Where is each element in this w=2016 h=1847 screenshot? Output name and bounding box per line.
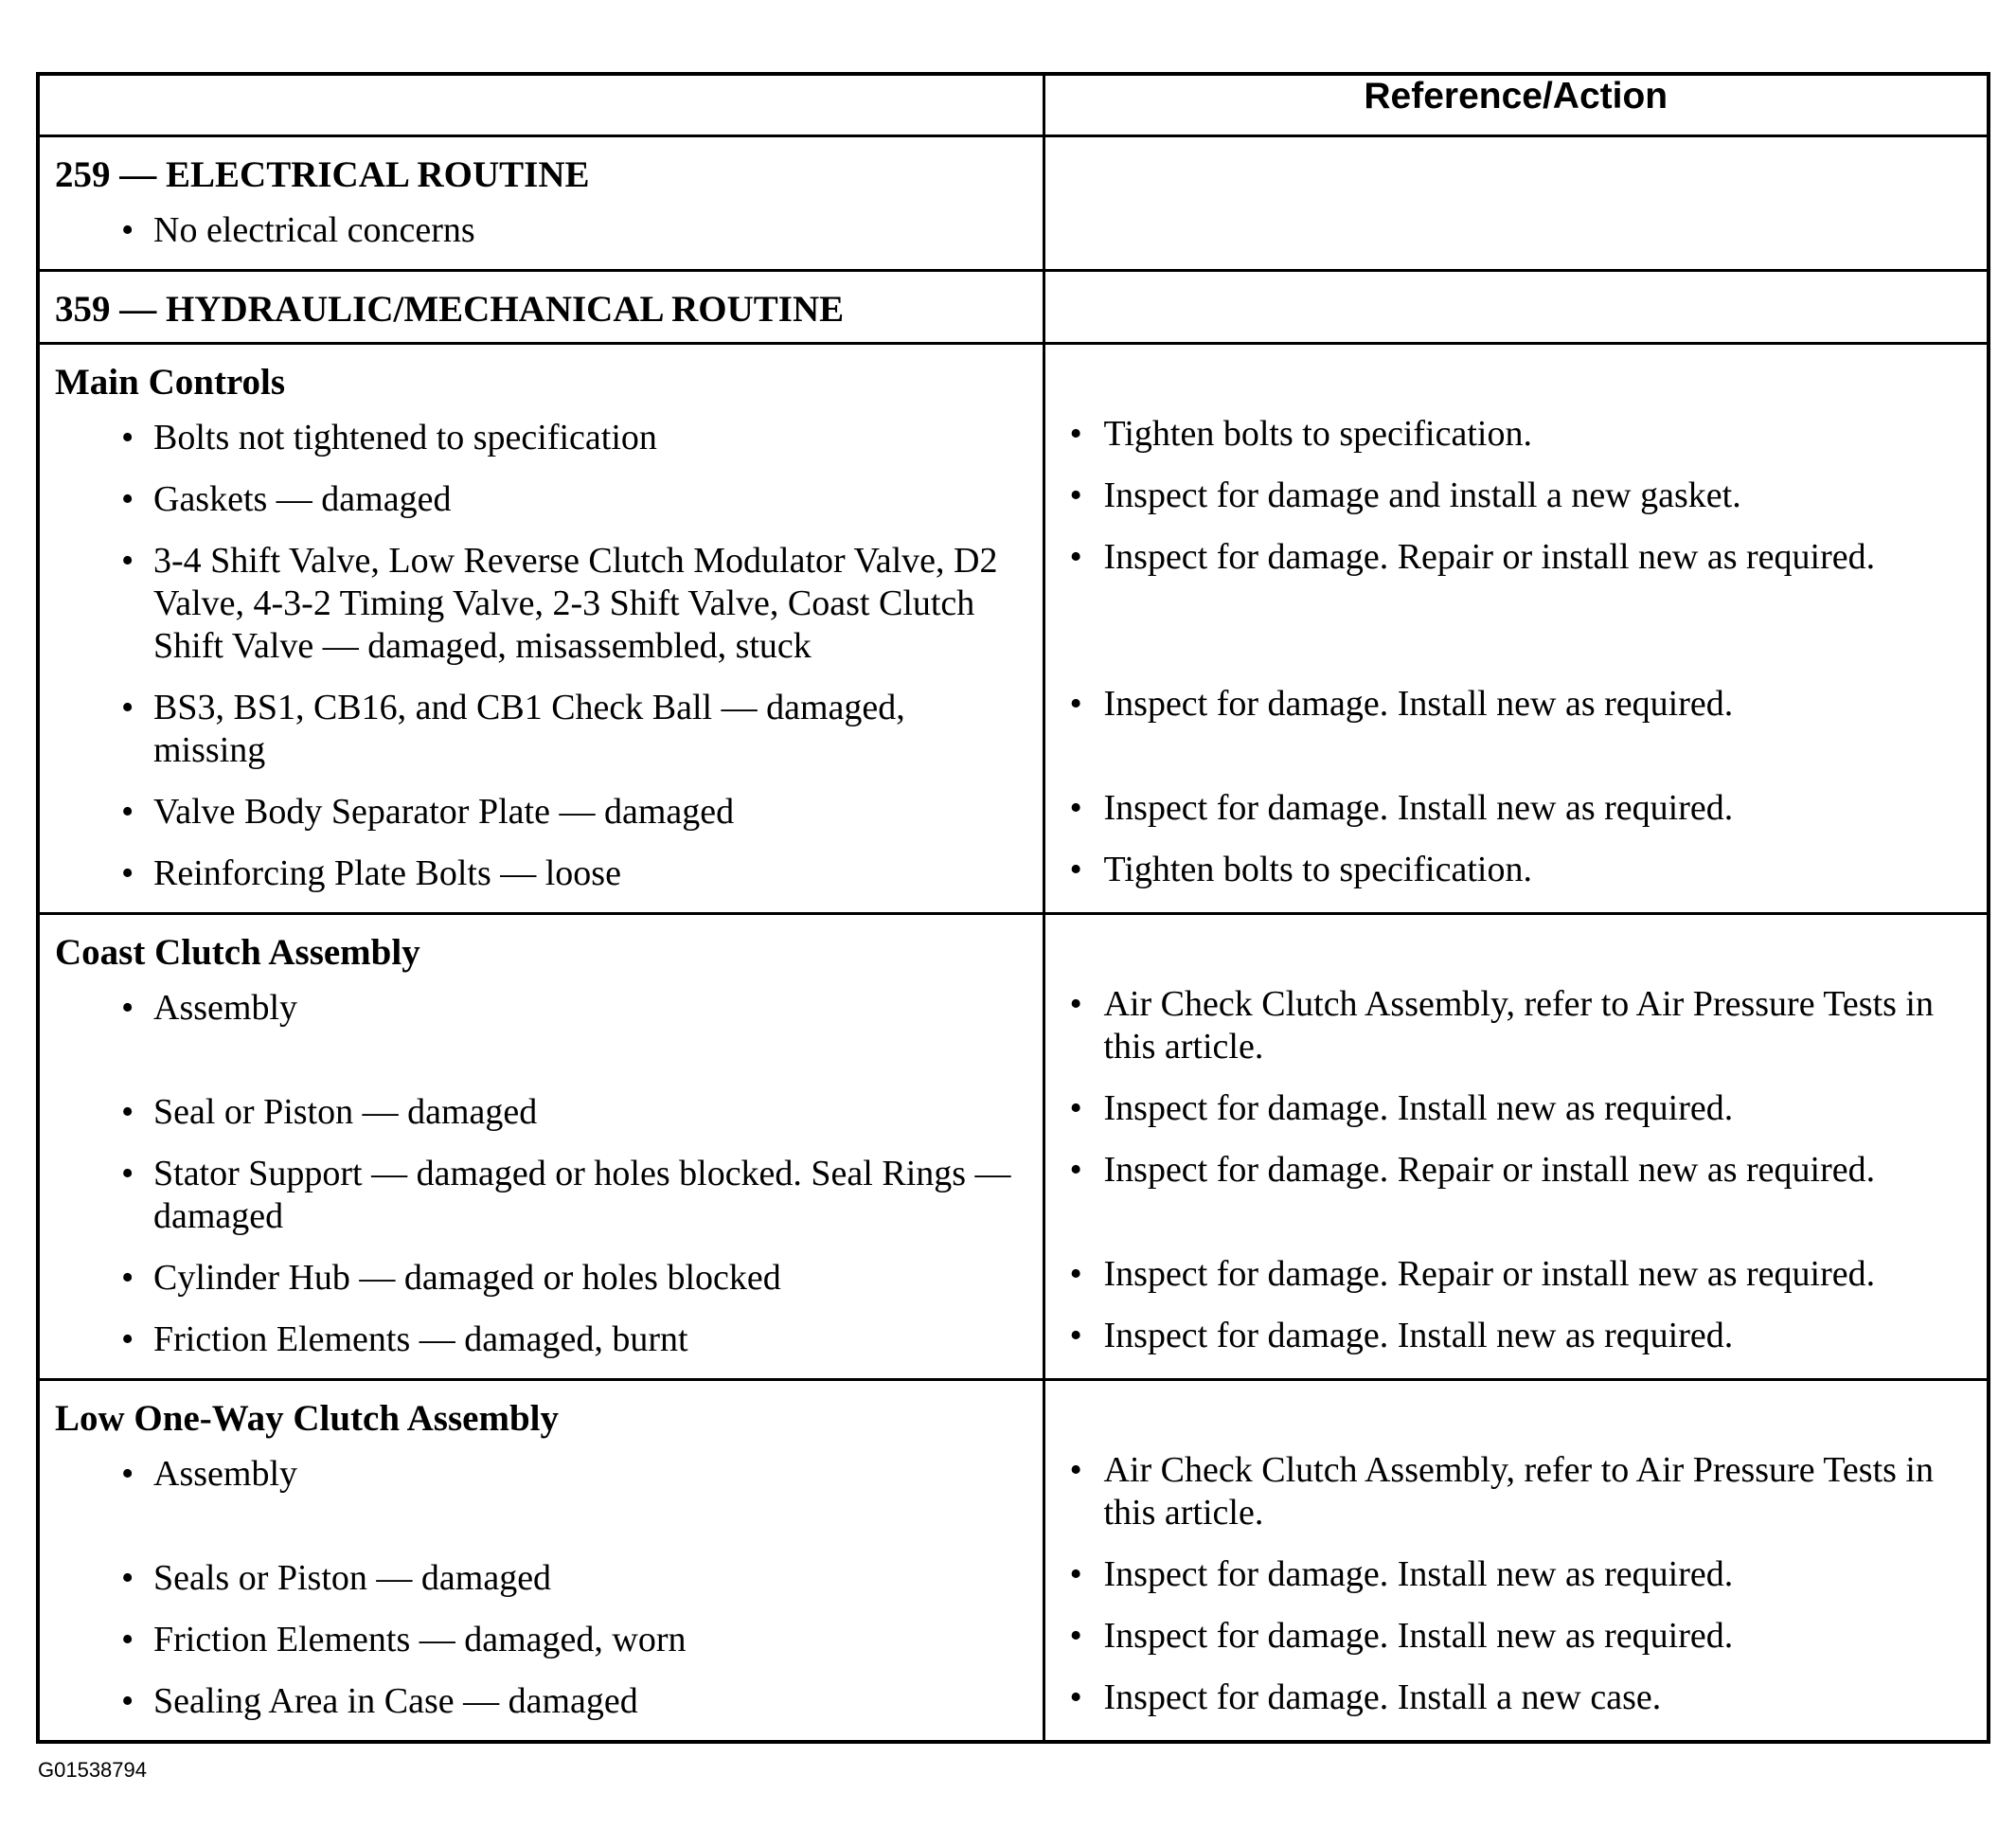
- bullet-icon: •: [121, 1319, 134, 1359]
- condition-text: Friction Elements — damaged, worn: [153, 1620, 687, 1659]
- action-text: Inspect for damage. Repair or install new as required.: [1103, 1254, 1876, 1294]
- table-section-row: [38, 914, 1989, 1380]
- action-text: Inspect for damage. Repair or install new as required.: [1103, 537, 1876, 577]
- section-condition-cell: [38, 1380, 1044, 1743]
- condition-text: No electrical concerns: [153, 210, 475, 250]
- bullet-icon: •: [1069, 788, 1082, 828]
- bullet-icon: •: [121, 1092, 134, 1132]
- action-text: Inspect for damage. Install new as required.: [1103, 1316, 1734, 1355]
- bullet-icon: •: [121, 1154, 134, 1193]
- condition-text: Sealing Area in Case — damaged: [153, 1681, 638, 1721]
- condition-text: BS3, BS1, CB16, and CB1 Check Ball — damaged, missing: [153, 688, 905, 770]
- action-item: [1045, 1139, 1988, 1244]
- action-item: [1045, 465, 1988, 527]
- condition-item: [40, 1082, 1043, 1143]
- condition-text: Seals or Piston — damaged: [153, 1558, 552, 1598]
- condition-text: 3-4 Shift Valve, Low Reverse Clutch Modulator Valve, D2 Valve, 4-3-2 Timing Valve, 2-3 Shift Valve, Coast Clutch Shift Valve — damaged, misassembled, stuck: [153, 541, 998, 666]
- action-text: Tighten bolts to specification.: [1103, 414, 1532, 454]
- condition-text: Valve Body Separator Plate — damaged: [153, 792, 735, 832]
- condition-item: [40, 469, 1043, 530]
- condition-item: [40, 200, 1043, 261]
- bullet-icon: •: [1069, 1450, 1082, 1490]
- condition-item: [40, 1247, 1043, 1309]
- condition-text: Assembly: [153, 988, 297, 1028]
- action-item: [1045, 1544, 1988, 1605]
- condition-text: Gaskets — damaged: [153, 479, 452, 519]
- section-condition-cell: [38, 136, 1044, 271]
- bullet-icon: •: [1069, 1677, 1082, 1717]
- action-text: Inspect for damage. Install new as required.: [1103, 684, 1734, 724]
- bullet-icon: •: [1069, 414, 1082, 454]
- table-section-row: [38, 271, 1989, 344]
- action-item: [1045, 403, 1988, 465]
- bullet-icon: •: [121, 1681, 134, 1721]
- action-item: [1045, 778, 1988, 839]
- condition-item: [40, 781, 1043, 843]
- bullet-icon: •: [1069, 684, 1082, 724]
- bullet-icon: •: [121, 988, 134, 1028]
- action-item: [1045, 1244, 1988, 1305]
- bullet-icon: •: [121, 479, 134, 519]
- condition-item: [40, 977, 1043, 1082]
- condition-text: Assembly: [153, 1454, 297, 1494]
- condition-item: [40, 1309, 1043, 1371]
- bullet-icon: •: [121, 688, 134, 727]
- action-text: Air Check Clutch Assembly, refer to Air Pressure Tests in this article.: [1103, 984, 1934, 1067]
- action-text: Inspect for damage. Install new as required.: [1103, 788, 1734, 828]
- section-condition-cell: [38, 271, 1044, 344]
- condition-text: Cylinder Hub — damaged or holes blocked: [153, 1258, 781, 1298]
- bullet-icon: •: [121, 418, 134, 457]
- condition-text: Bolts not tightened to specification: [153, 418, 657, 457]
- condition-item: [40, 1671, 1043, 1732]
- section-action-cell: [1044, 914, 1989, 1380]
- condition-item: [40, 1548, 1043, 1609]
- condition-item: [40, 1609, 1043, 1671]
- section-action-cell: [1044, 344, 1989, 914]
- figure-id: G01538794: [38, 1758, 147, 1782]
- bullet-icon: •: [1069, 1316, 1082, 1355]
- condition-item: [40, 530, 1043, 677]
- section-action-cell: [1044, 271, 1989, 344]
- bullet-icon: •: [121, 792, 134, 832]
- action-text: Inspect for damage. Install new as required.: [1103, 1088, 1734, 1128]
- table-section-row: [38, 136, 1989, 271]
- condition-item: [40, 677, 1043, 781]
- condition-text: Stator Support — damaged or holes blocked. Seal Rings — damaged: [153, 1154, 1011, 1236]
- action-item: [1045, 1667, 1988, 1729]
- bullet-icon: •: [1069, 475, 1082, 515]
- bullet-icon: •: [1069, 1254, 1082, 1294]
- bullet-icon: •: [121, 1454, 134, 1494]
- bullet-icon: •: [1069, 1088, 1082, 1128]
- bullet-icon: •: [121, 853, 134, 893]
- condition-text: Seal or Piston — damaged: [153, 1092, 538, 1132]
- condition-item: [40, 407, 1043, 469]
- action-text: Inspect for damage. Install new as required.: [1103, 1616, 1734, 1656]
- action-item: [1045, 839, 1988, 901]
- section-title: 259 — ELECTRICAL ROUTINE: [55, 154, 590, 195]
- table-body: [38, 136, 1989, 1743]
- condition-item: [40, 1444, 1043, 1548]
- section-title: 359 — HYDRAULIC/MECHANICAL ROUTINE: [55, 289, 845, 330]
- condition-text: Friction Elements — damaged, burnt: [153, 1319, 688, 1359]
- table-section-row: [38, 344, 1989, 914]
- bullet-icon: •: [1069, 984, 1082, 1024]
- diagnosis-table: [36, 72, 1990, 1744]
- action-text: Inspect for damage. Install new as required.: [1103, 1554, 1734, 1594]
- action-text: Inspect for damage. Install a new case.: [1103, 1677, 1662, 1717]
- action-text: Tighten bolts to specification.: [1103, 850, 1532, 889]
- section-action-cell: [1044, 136, 1989, 271]
- table-section-row: [38, 1380, 1989, 1743]
- condition-item: [40, 843, 1043, 905]
- bullet-icon: •: [1069, 1554, 1082, 1594]
- action-text: Inspect for damage. Repair or install new as required.: [1103, 1150, 1876, 1190]
- action-item: [1045, 196, 1988, 258]
- bullet-icon: •: [121, 1258, 134, 1298]
- section-title: Main Controls: [55, 362, 286, 403]
- header-reference-action: Reference/Action: [1044, 74, 1989, 136]
- condition-item: [40, 1143, 1043, 1247]
- section-condition-cell: [38, 914, 1044, 1380]
- bullet-icon: •: [1069, 1150, 1082, 1190]
- action-text: Air Check Clutch Assembly, refer to Air Pressure Tests in this article.: [1103, 1450, 1934, 1533]
- bullet-icon: •: [1069, 537, 1082, 577]
- bullet-icon: •: [121, 210, 134, 250]
- action-item: [1045, 974, 1988, 1078]
- bullet-icon: •: [121, 1558, 134, 1598]
- condition-text: Reinforcing Plate Bolts — loose: [153, 853, 621, 893]
- section-action-cell: [1044, 1380, 1989, 1743]
- action-item: [1045, 1305, 1988, 1367]
- header-condition: [38, 74, 1044, 136]
- action-item: [1045, 1078, 1988, 1139]
- action-item: [1045, 1605, 1988, 1667]
- bullet-icon: •: [1069, 850, 1082, 889]
- table-header-row: [38, 74, 1989, 136]
- bullet-icon: •: [121, 1620, 134, 1659]
- action-item: [1045, 527, 1988, 673]
- bullet-icon: •: [121, 541, 134, 581]
- section-title: Low One-Way Clutch Assembly: [55, 1398, 559, 1439]
- action-item: [1045, 673, 1988, 778]
- section-title: Coast Clutch Assembly: [55, 932, 420, 973]
- section-condition-cell: [38, 344, 1044, 914]
- bullet-icon: •: [1069, 1616, 1082, 1656]
- action-text: Inspect for damage and install a new gasket.: [1103, 475, 1741, 515]
- action-item: [1045, 1440, 1988, 1544]
